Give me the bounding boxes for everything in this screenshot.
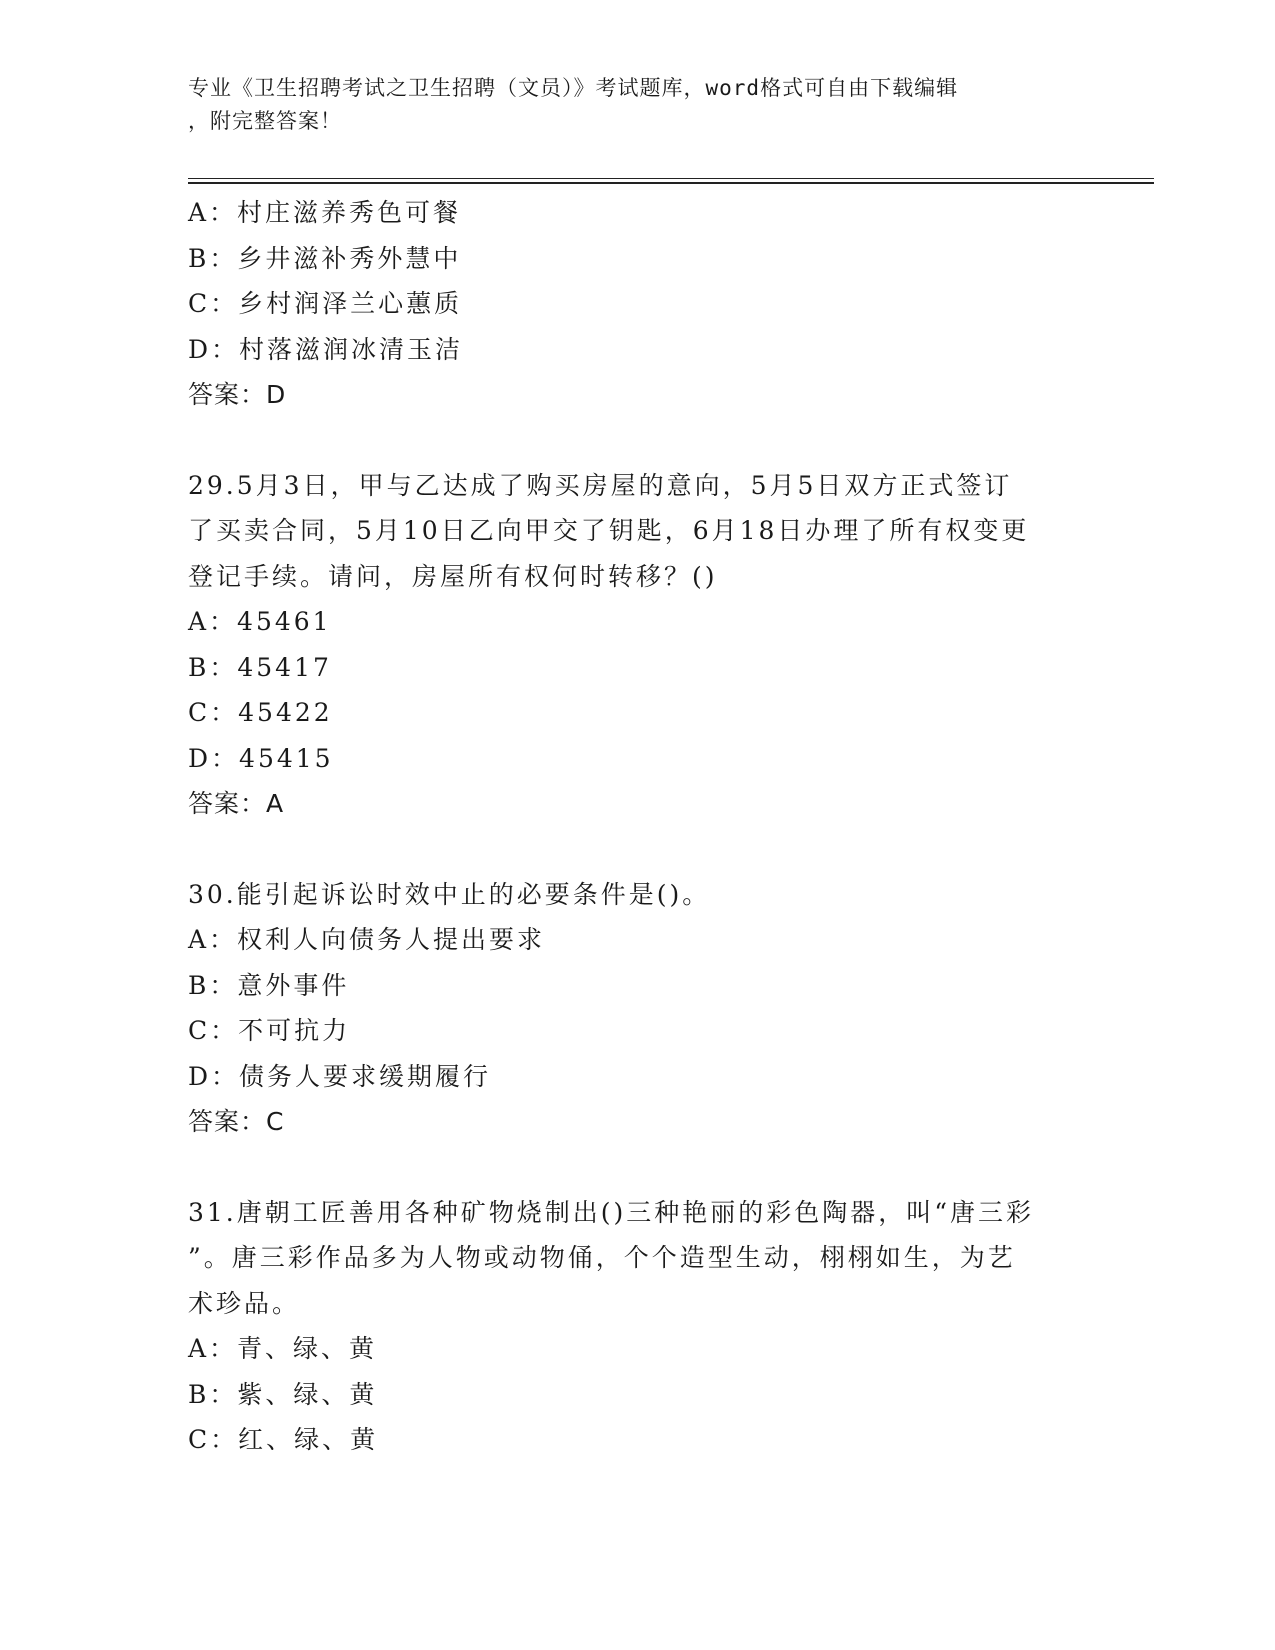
question-stem: 了买卖合同，5月10日乙向甲交了钥匙，6月18日办理了所有权变更 (188, 516, 1030, 545)
option-c: C：不可抗力 (188, 1016, 351, 1045)
question-stem: 登记手续。请问，房屋所有权何时转移？() (188, 561, 718, 591)
option-a: A：权利人向债务人提出要求 (188, 925, 546, 954)
option-d: D：债务人要求缓期履行 (188, 1061, 492, 1091)
question-stem: 术珍品。 (188, 1288, 301, 1318)
question-28 (188, 190, 1088, 418)
answer: 答案：C (188, 1107, 285, 1136)
option-b: B：紫、绿、黄 (188, 1379, 378, 1409)
option-d: D：村落滋润冰清玉洁 (188, 334, 464, 364)
header-line: ，附完整答案！ (188, 109, 342, 133)
answer: 答案：A (188, 789, 285, 818)
option-b: B：45417 (188, 652, 332, 682)
option-c: C：45422 (188, 698, 333, 727)
question-31 (188, 1190, 1088, 1463)
option-c: C：乡村润泽兰心蕙质 (188, 289, 463, 318)
option-d: D：45415 (188, 743, 334, 773)
question-stem: ”。唐三彩作品多为人物或动物俑，个个造型生动，栩栩如生，为艺 (188, 1243, 1016, 1272)
spacer (188, 827, 1088, 872)
question-stem: 29.5月3日，甲与乙达成了购买房屋的意向，5月5日双方正式签订 (188, 470, 1013, 500)
question-29 (188, 463, 1088, 827)
document-header (188, 72, 1068, 138)
header-divider (188, 182, 1154, 184)
spacer (188, 418, 1088, 463)
question-stem: 31.唐朝工匠善用各种矿物烧制出()三种艳丽的彩色陶器，叫“唐三彩 (188, 1197, 1035, 1227)
option-a: A：村庄滋养秀色可餐 (188, 198, 462, 227)
option-a: A：45461 (188, 607, 332, 636)
question-30 (188, 872, 1088, 1145)
answer: 答案：D (188, 380, 287, 409)
header-divider (188, 178, 1154, 179)
option-c: C：红、绿、黄 (188, 1425, 379, 1454)
spacer (188, 1145, 1088, 1190)
option-b: B：乡井滋补秀外慧中 (188, 243, 462, 273)
option-a: A：青、绿、黄 (188, 1334, 378, 1363)
header-line: 专业《卫生招聘考试之卫生招聘（文员）》考试题库，word格式可自由下载编辑 (188, 76, 959, 100)
question-stem: 30.能引起诉讼时效中止的必要条件是()。 (188, 879, 711, 909)
option-b: B：意外事件 (188, 970, 350, 1000)
question-list (188, 190, 1088, 1463)
